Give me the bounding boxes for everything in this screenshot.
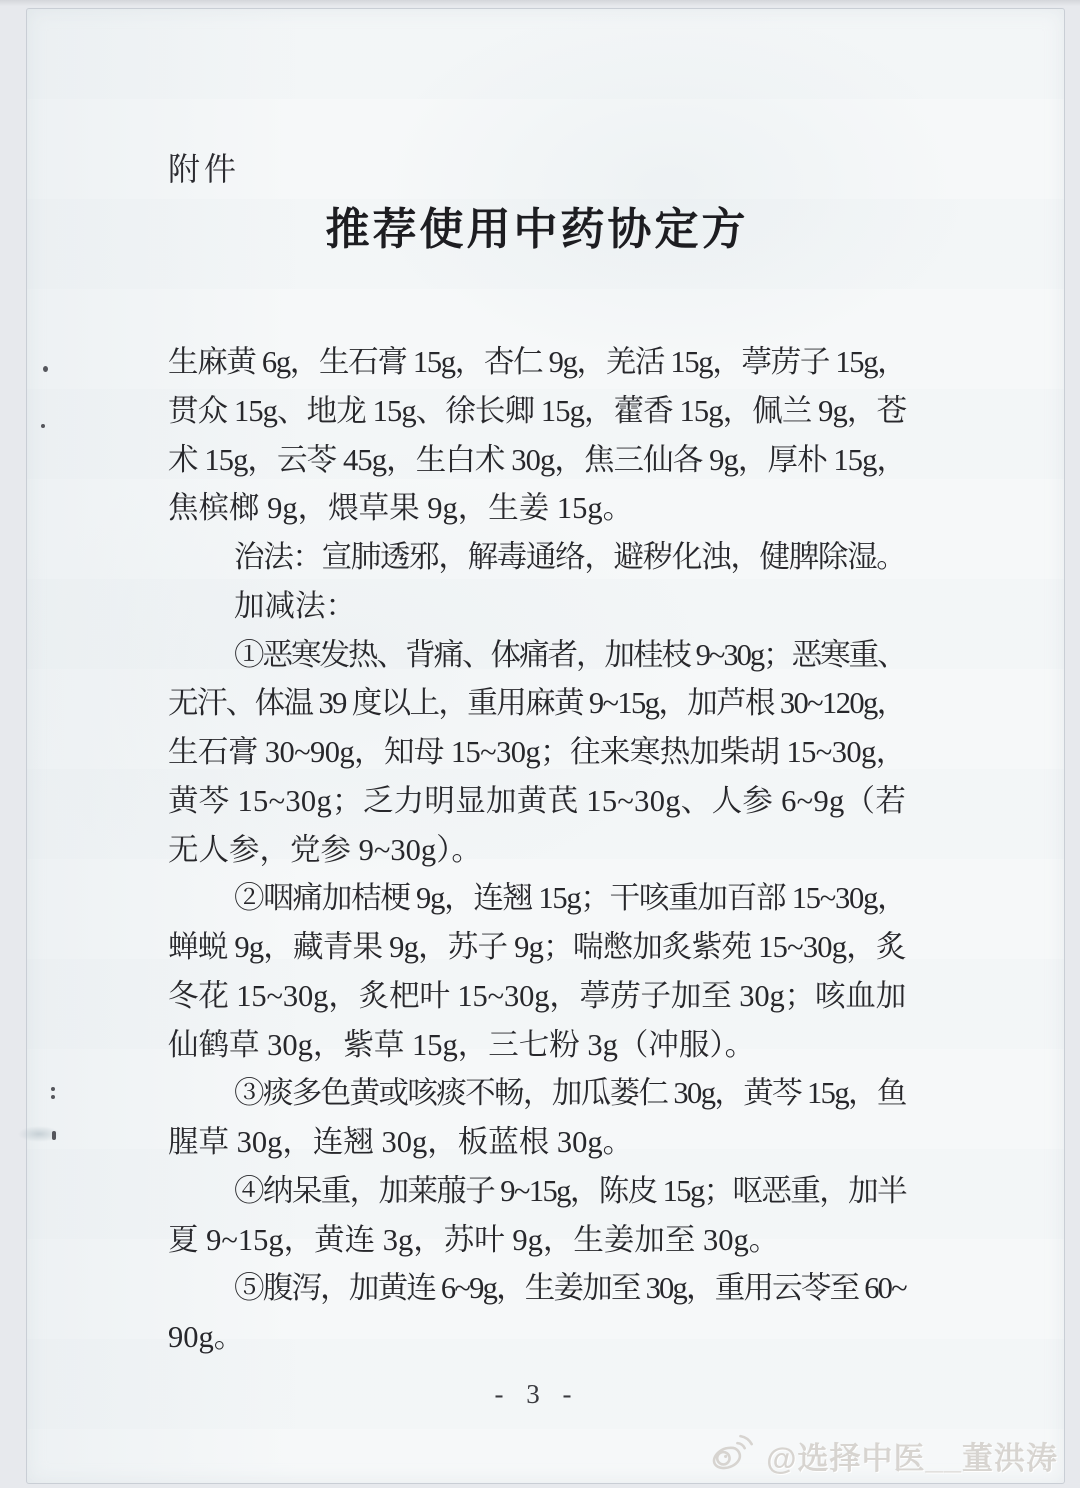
text-line: 治法：宣肺透邪，解毒通络，避秽化浊，健脾除湿。: [234, 540, 906, 574]
text-line: 蝉蜕 9g，藏青果 9g，苏子 9g；喘憋加炙紫苑 15~30g，炙: [168, 930, 906, 964]
watermark-handle: @选择中医__董洪涛: [766, 1440, 1058, 1476]
text-line: 腥草 30g，连翘 30g，板蓝根 30g。: [168, 1125, 634, 1159]
scan-speck: [51, 1095, 55, 1099]
text-line: ③痰多色黄或咳痰不畅，加瓜蒌仁 30g，黄芩 15g，鱼: [234, 1076, 906, 1111]
document-body: [168, 338, 906, 1362]
text-line: 冬花 15~30g，炙杷叶 15~30g，葶苈子加至 30g；咳血加: [168, 978, 907, 1013]
page-number: - 3 -: [494, 1379, 580, 1409]
text-line: ⑤腹泻，加黄连 6~9g，生姜加至 30g，重用云苓至 60~: [234, 1271, 906, 1306]
weibo-icon: [703, 1429, 761, 1482]
text-line: 仙鹤草 30g，紫草 15g，三七粉 3g（冲服）。: [168, 1027, 756, 1062]
text-line: 90g。: [168, 1320, 245, 1354]
scan-speck: [51, 1087, 55, 1091]
text-line: 生石膏 30~90g，知母 15~30g；往来寒热加柴胡 15~30g，: [168, 735, 906, 769]
scan-speck: [41, 424, 45, 428]
page-title: 推荐使用中药协定方: [325, 205, 749, 254]
text-line: ④纳呆重，加莱菔子 9~15g，陈皮 15g；呕恶重，加半: [234, 1173, 907, 1208]
text-line: 无汗、体温 39 度以上，重用麻黄 9~15g，加芦根 30~120g，: [168, 686, 906, 721]
text-line: 黄芩 15~30g；乏力明显加黄芪 15~30g、人参 6~9g（若: [168, 783, 907, 818]
text-line: 焦槟榔 9g，煨草果 9g，生姜 15g。: [168, 491, 634, 526]
attachment-label: 附件: [168, 151, 241, 187]
text-line: ②咽痛加桔梗 9g，连翘 15g；干咳重加百部 15~30g，: [234, 881, 907, 916]
watermark: [706, 1432, 1058, 1478]
scan-speck: [52, 1131, 56, 1140]
scan-speck: [43, 366, 48, 372]
text-line: 术 15g，云苓 45g，生白术 30g，焦三仙各 9g，厚朴 15g，: [168, 442, 907, 477]
text-line: 贯众 15g、地龙 15g、徐长卿 15g，藿香 15g，佩兰 9g，苍: [168, 393, 907, 428]
text-line: 夏 9~15g，黄连 3g，苏叶 9g，生姜加至 30g。: [168, 1222, 780, 1257]
text-line: 加减法：: [234, 588, 356, 623]
text-line: ①恶寒发热、背痛、体痛者，加桂枝 9~30g；恶寒重、: [234, 637, 906, 672]
text-line: 生麻黄 6g，生石膏 15g，杏仁 9g，羌活 15g，葶苈子 15g，: [168, 345, 907, 379]
text-line: 无人参，党参 9~30g）。: [168, 832, 482, 867]
